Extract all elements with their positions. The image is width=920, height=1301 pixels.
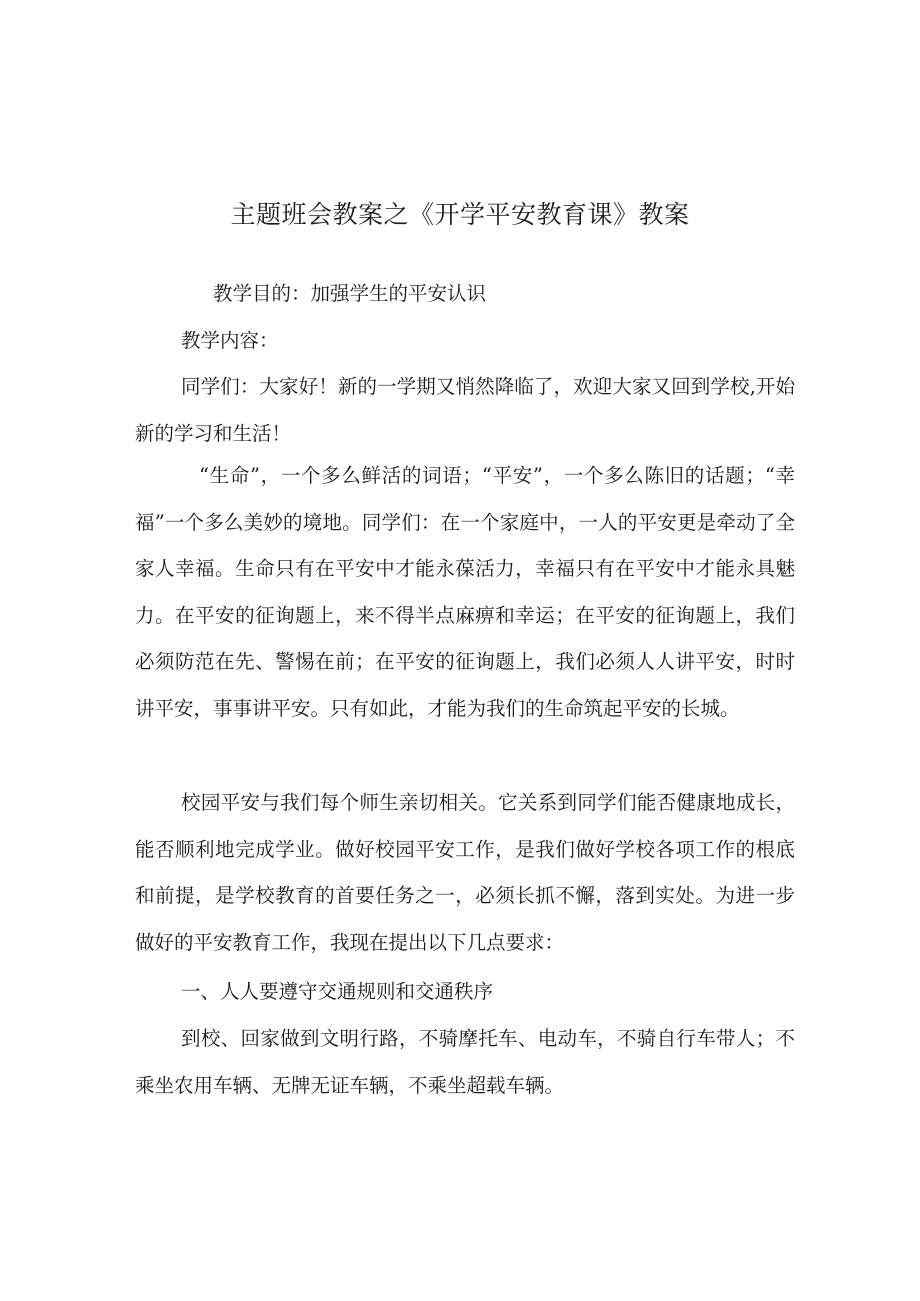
teaching-objective: 教学目的：加强学生的平安认识 [213,282,487,305]
campus-safety-paragraph: 校园平安与我们每个师生亲切相关。它关系到同学们能否健康地成长，能否顺利地完成学业。做好校园平安工作，是我们做好学校各项工作的根底和前提，是学校教育的首要任务之一，必须长抓不懈，落到实处。为进一步做好的平安教育工作，我现在提出以下几点要求： [135,791,795,954]
life-safety-paragraph: “生命”，一个多么鲜活的词语；“平安”，一个多么陈旧的话题；“幸福”一个多么美妙的境地。同学们：在一个家庭中，一人的平安更是牵动了全家人幸福。生命只有在平安中才能永葆活力，幸福只有在平安中才能永具魅力。在平安的征询题上，来不得半点麻痹和幸运；在平安的征询题上，我们必须防范在先、警惕在前；在平安的征询题上，我们必须人人讲平安，时时讲平安，事事讲平安。只有如此，才能为我们的生命筑起平安的长城。 [135,464,795,720]
teaching-content-label: 教学内容： [181,329,279,352]
document-title: 主题班会教案之《开学平安教育课》教案 [230,200,690,229]
greeting-paragraph: 同学们：大家好！新的一学期又悄然降临了，欢迎大家又回到学校,开始新的学习和生活！ [135,375,795,445]
section-heading-traffic: 一、人人要遵守交通规则和交通秩序 [181,980,494,1003]
traffic-rules-paragraph: 到校、回家做到文明行路，不骑摩托车、电动车，不骑自行车带人；不乘坐农用车辆、无牌无证车辆，不乘坐超载车辆。 [135,1027,795,1097]
